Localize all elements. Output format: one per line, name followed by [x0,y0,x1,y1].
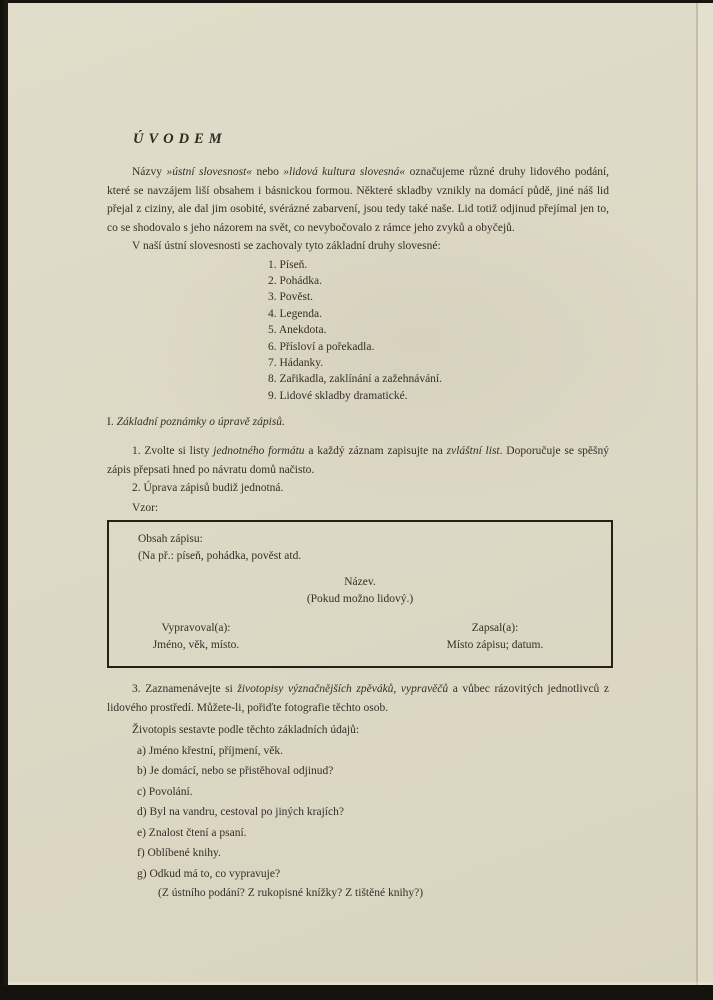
scan-edge-bottom [0,985,713,1000]
bio-checklist [137,742,609,884]
box-recorder-fields: Místo zápisu; datum. [446,639,544,652]
bio-item-d: d) Byl na vandru, cestoval po jiných krajích? [137,806,344,819]
bio-item-e: e) Znalost čtení a psaní. [137,826,247,839]
intro-seg-2: nebo [252,166,284,178]
genres-list [268,257,609,405]
box-recorder-block [415,620,575,654]
box-narrator-label: Vypravoval(a): [161,622,231,635]
intro-seg-3: označujeme různé druhy lidového podání, které se navzájem liší obsahem i básnickou formou. Některé skladby vznikly na domácí půdě, jiné náš lid přejal z ciziny, ale dal jim osobité, svérázné zabarvení, jsou tedy také naše. Lid totiž odjinud přejímal jen to, co se shodovalo s jeho názorem na svět, co nevybočovalo z rámce jeho zvyků a obyčejů. [107,166,610,234]
intro-quoted-term-1: »ústní slovesnost« [166,166,253,178]
scan-edge-left [0,0,8,1000]
point1-seg-1: 1. Zvolte si listy [132,445,214,458]
scan-edge-top [0,0,713,3]
box-content-label: Obsah zápisu: [138,533,203,546]
page-content [107,3,609,902]
intro-quoted-term-2: »lidová kultura slovesná« [283,166,406,178]
genres-intro-line: V naší ústní slovesnosti se zachovaly tyto základní druhy slovesné: [132,240,441,252]
genre-item: 8. Zařikadla, zaklínání a zažehnávání. [268,373,443,386]
genre-item: 2. Pohádka. [268,274,322,287]
bio-item-c: c) Povolání. [137,785,193,798]
box-title-block [109,574,611,607]
genre-item: 5. Anekdota. [268,324,327,337]
scanned-paper-page [8,3,713,985]
page-right-edge-shadow [696,3,698,985]
section-heading [107,413,609,431]
genre-item: 6. Přísloví a pořekadla. [268,340,375,353]
box-content-block [138,531,301,565]
section-title: Základní poznámky o úpravě zápisů. [116,416,285,429]
point3-seg-1: 3. Zaznamenávejte si [132,683,238,696]
point3-term-1: životopisy význačnějších zpěváků, vypravěčů [237,683,449,696]
genre-item: 9. Lidové skladby dramatické. [268,389,408,402]
bio-item-f: f) Oblíbené knihy. [137,847,221,860]
bio-intro-line: Životopis sestavte podle těchto základních údajů: [132,724,360,737]
instruction-point-1 [107,442,609,479]
bio-item-g-note: (Z ústního podání? Z rukopisné knížky? Z tištěné knihy?) [158,887,424,900]
box-recorder-label: Zapsal(a): [471,622,519,635]
box-narrator-fields: Jméno, věk, místo. [152,639,240,652]
genre-item: 3. Pověst. [268,291,314,304]
intro-paragraph [107,163,609,237]
instruction-point-2: 2. Úprava zápisů budiž jednotná. [132,482,284,495]
page-title: ÚVODEM [133,131,227,147]
page-right-edge-highlight [698,3,713,985]
section-number: I. [107,416,117,429]
point1-term-2: zvláštní list [446,445,500,458]
vzor-label: Vzor: [132,501,159,514]
intro-seg-1: Názvy [132,166,167,178]
record-template-box [107,520,613,668]
box-title-note: (Pokud možno lidový.) [306,592,414,605]
bio-item-a: a) Jméno křestní, příjmení, věk. [137,744,283,757]
genre-item: 4. Legenda. [268,307,322,320]
point3-seg-2: a vůbec rázovitých jednotlivců z lidového prostředí. Můžete-li, pořiďte fotografie těchto osob. [107,683,609,714]
bio-item-g: g) Odkud má to, co vypravuje? [137,867,281,880]
point1-seg-2: a každý záznam zapisujte na [304,445,447,458]
genre-item: 7. Hádanky. [268,356,324,369]
box-title-label: Název. [344,576,376,589]
instruction-point-3 [107,680,609,717]
point1-seg-3: . Doporučuje se spěšný zápis přepsati hned po návratu domů načisto. [107,445,610,476]
genre-item: 1. Píseň. [268,258,308,271]
point1-term-1: jednotného formátu [213,445,305,458]
box-narrator-block [131,620,261,654]
box-content-example: (Na př.: píseň, pohádka, pověst atd. [138,550,302,563]
bio-item-b: b) Je domácí, nebo se přistěhoval odjinud? [137,765,334,778]
